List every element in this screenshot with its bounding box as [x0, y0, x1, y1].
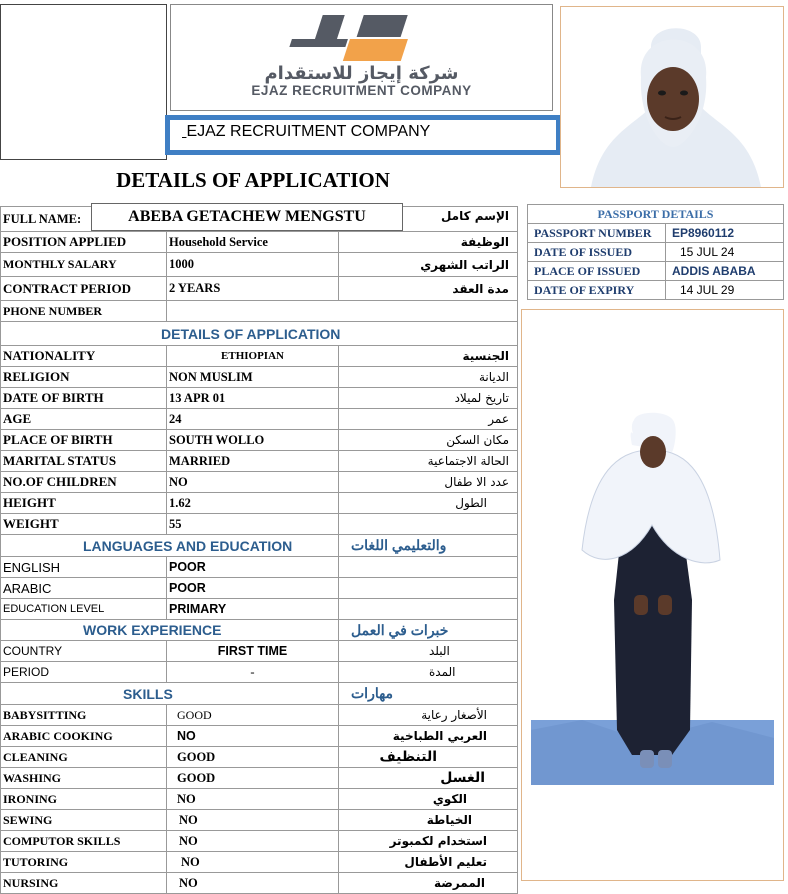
- salary-value: 1000: [167, 253, 339, 277]
- table-row: [1, 599, 518, 620]
- passport-number-label: PASSPORT NUMBER: [528, 224, 666, 243]
- detail-arabic: الديانة: [339, 367, 518, 388]
- skill-label: NURSING: [1, 873, 167, 894]
- country-value: FIRST TIME: [167, 641, 339, 662]
- table-row: [1, 705, 518, 726]
- language-label: ARABIC: [1, 578, 167, 599]
- table-row: [1, 873, 518, 894]
- full-name-arabic: الإسم كامل: [440, 209, 509, 223]
- passport-issued-label: DATE OF ISSUED: [528, 243, 666, 262]
- section-header-languages: [1, 535, 518, 557]
- table-row: [528, 281, 784, 300]
- skill-label: IRONING: [1, 789, 167, 810]
- table-row: [1, 409, 518, 430]
- passport-expiry-label: DATE OF EXPIRY: [528, 281, 666, 300]
- contract-value: 2 YEARS: [167, 277, 339, 301]
- detail-value: SOUTH WOLLO: [167, 430, 339, 451]
- company-banner-text: EJAZ RECRUITMENT COMPANY: [186, 123, 431, 140]
- detail-arabic: مكان السكن: [339, 430, 518, 451]
- full-name-value: ABEBA GETACHEW MENGSTU: [91, 203, 403, 231]
- work-section-arabic: خبرات في العمل: [339, 620, 518, 641]
- skill-label: TUTORING: [1, 852, 167, 873]
- table-row: [1, 301, 518, 322]
- passport-issued-value: 15 JUL 24: [666, 243, 784, 262]
- language-value: POOR: [167, 578, 339, 599]
- skill-label: ARABIC COOKING: [1, 726, 167, 747]
- logo-english-text: EJAZ RECRUITMENT COMPANY: [251, 83, 472, 98]
- company-banner: [165, 115, 561, 155]
- table-row: [1, 852, 518, 873]
- table-row: [1, 430, 518, 451]
- page-title: DETAILS OF APPLICATION: [116, 168, 390, 192]
- skill-arabic: الممرضة: [339, 873, 518, 894]
- detail-arabic: الطول: [339, 493, 518, 514]
- application-table: [0, 206, 518, 894]
- skill-arabic: العربي الطباخية: [339, 726, 518, 747]
- table-row: [1, 641, 518, 662]
- detail-label: RELIGION: [1, 367, 167, 388]
- passport-place-value: ADDIS ABABA: [666, 262, 784, 281]
- table-row: [1, 367, 518, 388]
- skill-value: NO: [167, 789, 339, 810]
- detail-value: 13 APR 01: [167, 388, 339, 409]
- table-row: [1, 557, 518, 578]
- detail-label: NATIONALITY: [1, 346, 167, 367]
- detail-value: MARRIED: [167, 451, 339, 472]
- salary-arabic: الراتب الشهري: [339, 253, 518, 277]
- table-row: [528, 205, 784, 224]
- position-value: Household Service: [167, 232, 339, 253]
- blank-photo-box: [0, 4, 167, 160]
- languages-section-title: LANGUAGES AND EDUCATION: [1, 535, 339, 557]
- company-logo: [170, 4, 553, 111]
- skills-section-arabic: مهارات: [339, 683, 518, 705]
- table-row: [1, 789, 518, 810]
- position-label: POSITION APPLIED: [1, 232, 167, 253]
- country-arabic: البلد: [339, 641, 518, 662]
- detail-value: NON MUSLIM: [167, 367, 339, 388]
- details-section-title: DETAILS OF APPLICATION: [1, 322, 518, 346]
- table-row: [1, 472, 518, 493]
- country-label: COUNTRY: [1, 641, 167, 662]
- full-name-label: FULL NAME:: [1, 207, 167, 232]
- detail-arabic: الجنسية: [339, 346, 518, 367]
- table-row: [1, 346, 518, 367]
- table-row: [1, 662, 518, 683]
- education-label: EDUCATION LEVEL: [1, 599, 167, 620]
- skill-value: NO: [167, 726, 339, 747]
- skill-label: COMPUTOR SKILLS: [1, 831, 167, 852]
- table-row: [1, 831, 518, 852]
- table-row: [1, 232, 518, 253]
- passport-place-label: PLACE OF ISSUED: [528, 262, 666, 281]
- languages-section-arabic: والتعليمي اللغات: [339, 535, 518, 557]
- detail-arabic: عدد الا طفال: [339, 472, 518, 493]
- detail-label: DATE OF BIRTH: [1, 388, 167, 409]
- skill-arabic: الغسل: [339, 768, 518, 789]
- passport-expiry-value: 14 JUL 29: [666, 281, 784, 300]
- position-arabic: الوظيفة: [339, 232, 518, 253]
- language-value: POOR: [167, 557, 339, 578]
- table-row: [1, 514, 518, 535]
- period-value: -: [167, 662, 339, 683]
- section-header-details: [1, 322, 518, 346]
- work-section-title: WORK EXPERIENCE: [1, 620, 339, 641]
- skill-arabic: الأصغار رعاية: [339, 705, 518, 726]
- period-arabic: المدة: [339, 662, 518, 683]
- detail-label: WEIGHT: [1, 514, 167, 535]
- detail-value: 24: [167, 409, 339, 430]
- table-row: [1, 277, 518, 301]
- skill-label: CLEANING: [1, 747, 167, 768]
- skill-label: SEWING: [1, 810, 167, 831]
- table-row: [1, 451, 518, 472]
- table-row: [1, 253, 518, 277]
- skill-value: GOOD: [167, 747, 339, 768]
- detail-label: MARITAL STATUS: [1, 451, 167, 472]
- table-row: [528, 262, 784, 281]
- table-row: [1, 726, 518, 747]
- skills-section-title: SKILLS: [1, 683, 339, 705]
- period-label: PERIOD: [1, 662, 167, 683]
- skill-value: GOOD: [167, 768, 339, 789]
- skill-value: GOOD: [167, 705, 339, 726]
- section-header-work: [1, 620, 518, 641]
- detail-label: NO.OF CHILDREN: [1, 472, 167, 493]
- phone-label: PHONE NUMBER: [1, 301, 167, 322]
- logo-arabic-text: شركة إيجاز للاستقدام: [264, 63, 459, 84]
- skill-arabic: الخياطة: [339, 810, 518, 831]
- table-row: [528, 224, 784, 243]
- education-value: PRIMARY: [167, 599, 339, 620]
- table-row: [1, 388, 518, 409]
- detail-arabic: الحالة الاجتماعية: [339, 451, 518, 472]
- contract-arabic: مدة العقد: [339, 277, 518, 301]
- skill-value: NO: [167, 810, 339, 831]
- table-row: [1, 207, 518, 232]
- table-row: [1, 810, 518, 831]
- detail-value: ETHIOPIAN: [167, 346, 339, 367]
- skill-value: NO: [167, 852, 339, 873]
- skill-value: NO: [167, 873, 339, 894]
- skill-arabic: التنظيف: [339, 747, 518, 768]
- detail-arabic: تاريخ لميلاد: [339, 388, 518, 409]
- detail-value: NO: [167, 472, 339, 493]
- detail-arabic: [339, 514, 518, 535]
- detail-arabic: عمر: [339, 409, 518, 430]
- skill-arabic: تعليم الأطفال: [339, 852, 518, 873]
- skill-arabic: استخدام لكمبوتر: [339, 831, 518, 852]
- table-row: [1, 493, 518, 514]
- language-label: ENGLISH: [1, 557, 167, 578]
- table-row: [528, 243, 784, 262]
- passport-details-table: [527, 204, 784, 300]
- contract-label: CONTRACT PERIOD: [1, 277, 167, 301]
- skill-value: NO: [167, 831, 339, 852]
- passport-title: PASSPORT DETAILS: [528, 205, 784, 224]
- table-row: [1, 747, 518, 768]
- skill-label: WASHING: [1, 768, 167, 789]
- salary-label: MONTHLY SALARY: [1, 253, 167, 277]
- detail-label: AGE: [1, 409, 167, 430]
- detail-label: PLACE OF BIRTH: [1, 430, 167, 451]
- passport-number-value: EP8960112: [666, 224, 784, 243]
- detail-label: HEIGHT: [1, 493, 167, 514]
- full-body-photo: [521, 309, 784, 881]
- section-header-skills: [1, 683, 518, 705]
- headshot-photo: [560, 6, 784, 188]
- skill-arabic: الكوي: [339, 789, 518, 810]
- detail-value: 1.62: [167, 493, 339, 514]
- skill-label: BABYSITTING: [1, 705, 167, 726]
- table-row: [1, 768, 518, 789]
- detail-value: 55: [167, 514, 339, 535]
- table-row: [1, 578, 518, 599]
